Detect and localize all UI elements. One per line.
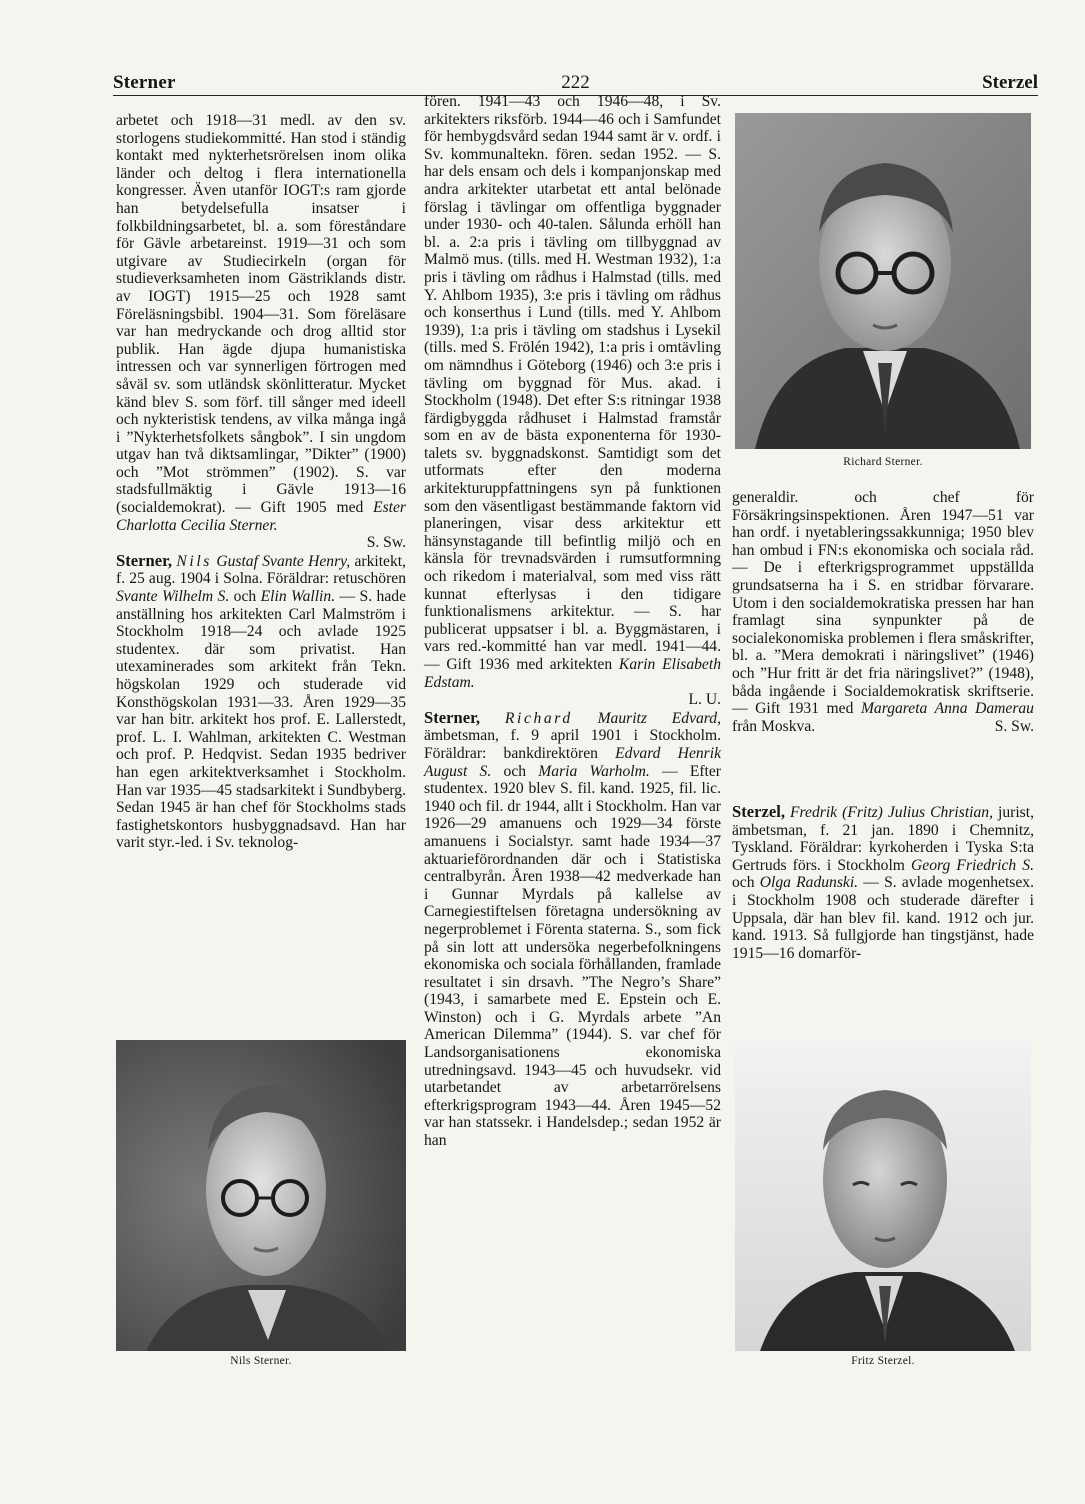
portrait-image	[735, 1040, 1031, 1351]
portrait-photo-fritz-sterzel	[735, 1040, 1031, 1351]
text: generaldir. och chef för Försäkringsinspektionen. Åren 1947—51 var han ordf. i nyetableringssakkunniga; 1950 blev han ombud i FN:s ekonomiska och sociala råd. — De i efterkrigsprogrammet uppställda grundsatserna ha i S. en stridbar förvarare. Utom i den socialdemokratiska pressen har han framlagt sina synpunkter på de socialekonomiska problemen i flera småskrifter, bl. a. ”Mera demokrati i näringslivet” (1946) och ”Hur fritt är det fria näringslivet?” (1948), båda ingående i Socialdemokratisk skriftserie. — Gift 1931 med	[732, 489, 1034, 718]
continued-paragraph	[424, 93, 721, 691]
text: och	[732, 874, 755, 892]
entry-nils-sterner	[116, 552, 406, 852]
entry-other-names: Mauritz Edvard,	[597, 709, 721, 727]
entry-surname: Sterner,	[424, 707, 481, 727]
header-right-name: Sterzel	[982, 72, 1038, 93]
continued-paragraph	[116, 112, 406, 534]
entry-fritz-sterzel	[732, 803, 1034, 962]
portrait-photo-nils-sterner	[116, 1040, 406, 1351]
spouse-name: Karin Elisabeth Edstam.	[424, 656, 721, 691]
author-signature: S. Sw.	[366, 534, 406, 552]
entry-given-name: Richard	[504, 709, 573, 727]
author-signature: L. U.	[688, 691, 721, 709]
text: — Efter studentex. 1920 blev S. fil. kand. 1925, fil. lic. 1940 och fil. dr 1944, allt i Stockholm. Han var 1926—29 amanuens och 1929—34 förste amanuens i Socialstyr. samt hade 1934—37 aktuarieförordnanden där och i Statistiska centralbyrån. Åren 1938—42 medverkade han i Gunnar Myrdals på kallelse av Carnegiestiftelsen företagna undersökning av negerproblemet i Förenta staterna. S., som fick på sin lott att undersöka negerbefolkningens ekonomiska och sociala förhållanden, framlade resultatet i sin drsavh. ”The Negro’s Share” (1943, i samarbete med E. Epstein och E. Winston) och i G. Myrdals arbete ”An American Dilemma” (1944). S. var chef för Landsorganisationens ekonomiska utredningsavd. 1943—45 och huvudsekr. vid utarbetandet av arbetarrörelsens efterkrigsprogram 1943—44. Åren 1945—52 var han statssekr. i Handelsdep.; sedan 1952 är han	[424, 762, 721, 1150]
page-number: 222	[561, 72, 590, 93]
header-left-name: Sterner	[113, 72, 176, 93]
text: — S. hade anställning hos arkitekten Carl Malmström i Stockholm 1918—24 och avlade 1925 studentex. där som privatist. Han utexaminerades som arkitekt från Tekn. högskolan 1929 och studerade vid Konsthögskolan 1931—33. Åren 1929—35 var han bitr. arkitekt hos prof. E. Lallerstedt, prof. L. I. Wahlman, arkitekten C. Westman och prof. P. Hedqvist. Sedan 1935 bedriver han egen arkitektverksamhet i Stockholm. Han var 1935—45 stadsarkitekt i Sundbyberg. Sedan 1945 är han chef för Stockholms stads fastighetskontors husbyggnadsavd. Han har varit styr.-led. i Sv. teknolog-	[116, 588, 406, 852]
text: och	[503, 762, 527, 780]
text: från Moskva.	[732, 717, 816, 735]
father-name: Svante Wilhelm S.	[116, 588, 230, 606]
entry-other-names: Gustaf Svante Henry,	[216, 552, 351, 570]
continued-paragraph	[732, 489, 1034, 735]
text: arkitekt, f. 25 aug. 1904 i Solna. Föräldrar: retuschören	[116, 552, 407, 588]
text: arbetet och 1918—31 medl. av den sv. storlogens studiekommitté. Han stod i ständig kontakt med nykterhetsrörelsen inom olika länder och deltog i flera internationella kongresser. Även utanför IOGT:s ram gjorde han betydelsefulla insatser i folkbildningsarbetet, bl. a. som föreståndare för Gävle arbetareinst. 1919—31 och som utgivare av Studiecirkeln (organ för studieverksamheten inom Gästriklands distr. av IOGT) 1915—25 och 1928 samt Föreläsningsbibl. 1904—31. Som föreläsare var han medryckande och drog alltid stor publik. Han ägde djupa humanistiska intressen och var synnerligen förtrogen med såväl sv. som utländsk skönlitteratur. Mycket känd blev S. som förf. till sånger med ideell och nykteristisk tendens, av vilka många ingå i ”Nykterhetsfolkets sångbok”. I sin ungdom utgav han två diktsamlingar, ”Dikter” (1900) och ”Mot strömmen” (1902). S. var stadsfullmäktig i Gävle 1913—16 (socialdemokrat). — Gift 1905 med	[116, 112, 406, 517]
text: — S. avlade mogenhetsex. i Stockholm 1908 och studerade därefter i Uppsala, där han blev fil. kand. 1912 och jur. kand. 1913. Så fullgjorde han tingstjänst, hade 1915—16 domarför-	[732, 874, 1034, 962]
mother-name: Maria Warholm.	[538, 762, 650, 780]
entry-surname: Sterzel,	[732, 802, 785, 821]
spouse-name: Ester Charlotta Cecilia Sterner.	[116, 499, 406, 534]
entry-given-name: Nils	[176, 552, 212, 570]
entry-given-name: Fredrik (Fritz) Julius Christian,	[790, 804, 993, 821]
text: och	[233, 588, 257, 606]
photo-caption: Richard Sterner.	[843, 456, 923, 468]
photo-caption: Nils Sterner.	[230, 1355, 292, 1367]
entry-surname: Sterner,	[116, 550, 173, 570]
portrait-image	[735, 113, 1031, 449]
portrait-image	[116, 1040, 406, 1351]
text: jurist, ämbetsman, f. 21 jan. 1890 i Chemnitz, Tyskland. Föräldrar: kyrkoherden i Tyska S:ta Gertruds förs. i Stockholm	[732, 804, 1034, 874]
spouse-name: Margareta Anna Damerau	[860, 700, 1034, 718]
column-2	[424, 93, 721, 1150]
father-name: Edvard Henrik August S.	[424, 744, 721, 780]
father-name: Georg Friedrich S.	[911, 856, 1034, 874]
author-signature: S. Sw.	[994, 717, 1034, 735]
portrait-photo-richard-sterner	[735, 113, 1031, 449]
mother-name: Elin Wallin.	[260, 588, 336, 606]
mother-name: Olga Radunski.	[759, 874, 859, 892]
text: ämbetsman, f. 9 april 1901 i Stockholm. Föräldrar: bankdirektören	[424, 727, 721, 762]
column-3-lower	[732, 803, 1034, 962]
column-1	[116, 112, 406, 852]
entry-richard-sterner	[424, 709, 721, 1150]
column-3-upper	[732, 489, 1034, 735]
text: fören. 1941—43 och 1946—48, i Sv. arkitekters riksförb. 1944—46 och i Samfundet för hembygdsvård sedan 1944 samt är v. ordf. i Sv. kommunaltekn. fören. sedan 1952. — S. har dels ensam och dels i kompanjonskap med andra arkitekter utarbetat ett antal belönade förslag i tävlingar om offentliga byggnader under 1930- och 40-talen. Sålunda erhöll han bl. a. 2:a pris i tävling om tillbyggnad av Malmö mus. (tills. med H. Westman 1932), 1:a pris i tävling om rådhus i Halmstad (tills. med Y. Ahlbom 1935), 3:e pris i tävling om rådhus och konserthus i Lund (tills. med Y. Ahlbom 1939), 1:a pris i tävling om stadshus i Lysekil (tills. med S. Frölén 1942), 1:a pris i omtävling om nämndhus i Göteborg (1946) och 3:e pris i tävling om byggnad för Mus. akad. i Stockholm (1948). Det efter S:s ritningar 1938 färdigbyggda rådhuset i Halmstad framstår som en av de bästa exponenterna för 1930-talets sv. byggnadskonst. Samtidigt som det utformats efter den moderna arkitekturuppfattningens syn på funktionen som den väsentligast bestämmande faktorn vid planeringen, visar dess arkitektur ett hänsynstagande till befintlig miljö och en känsla för trevnadsvärden i rumsutformning och rikedom i materialval, som med viss rätt kunnat efterlysas i den tidigare funktionalismens arkitektur. — S. har publicerat uppsatser i bl. a. Byggmästaren, i vars red.-kommitté han var medl. 1941—44. — Gift 1936 med arkitekten	[424, 93, 721, 673]
photo-caption: Fritz Sterzel.	[851, 1355, 915, 1367]
